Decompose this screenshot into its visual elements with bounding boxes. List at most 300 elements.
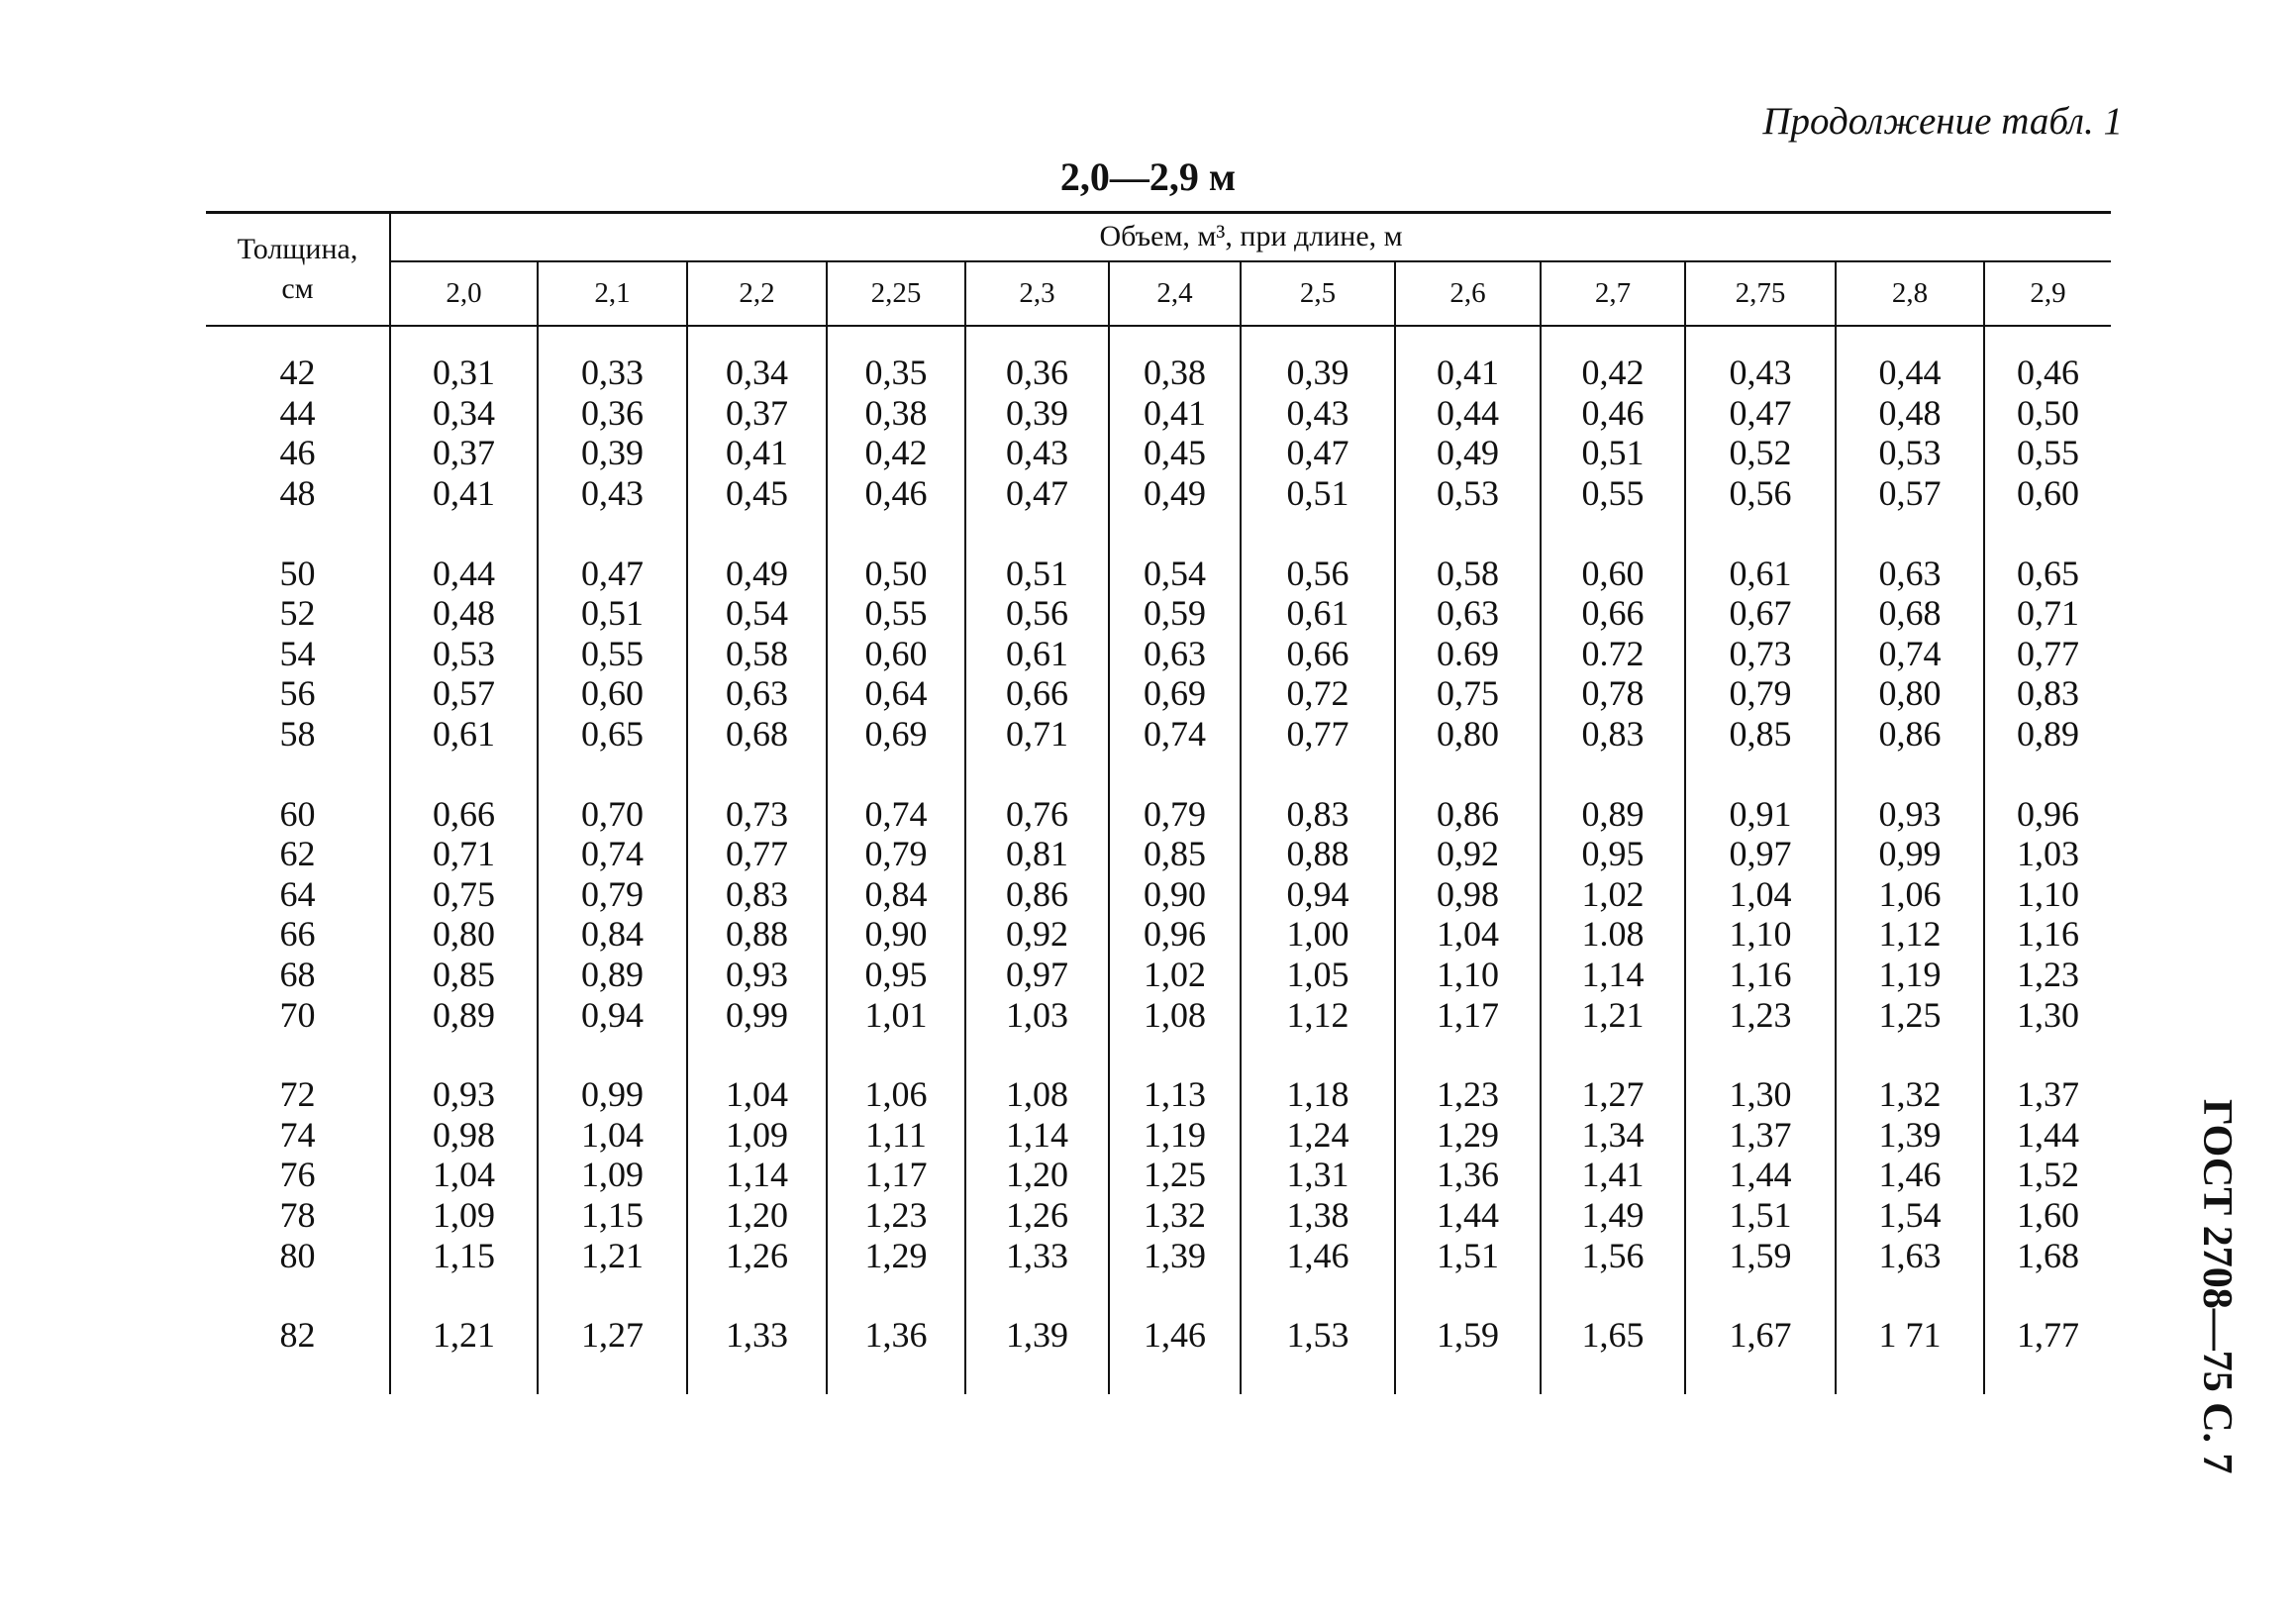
volume-cell: 0,38 bbox=[827, 393, 965, 434]
volume-cell: 0,44 bbox=[1395, 393, 1541, 434]
volume-cell: 0,94 bbox=[1241, 874, 1395, 915]
volume-cell: 1,68 bbox=[2017, 1235, 2080, 1275]
volume-cell: 1,37 bbox=[1685, 1115, 1836, 1156]
volume-cell: 0,39 bbox=[965, 393, 1109, 434]
volume-cell: 0.69 bbox=[1395, 634, 1541, 674]
volume-cell: 1,25 bbox=[1836, 994, 1984, 1035]
table-row bbox=[206, 994, 2111, 1035]
thickness-header bbox=[206, 213, 390, 327]
volume-cell: 0,64 bbox=[827, 673, 965, 714]
volume-cell: 0,60 bbox=[827, 634, 965, 674]
thickness-cell: 44 bbox=[206, 393, 390, 434]
length-header-cell: 2,1 bbox=[538, 261, 687, 326]
volume-cell: 1,15 bbox=[390, 1235, 538, 1275]
volume-cell: 0,93 bbox=[687, 955, 827, 995]
table-row bbox=[206, 1155, 2111, 1195]
volume-cell: 0,99 bbox=[538, 1035, 687, 1115]
volume-cell: 0,96 bbox=[2017, 793, 2080, 834]
thickness-cell: 46 bbox=[206, 433, 390, 473]
length-header-cell: 2,4 bbox=[1109, 261, 1241, 326]
volume-cell: 0,61 bbox=[1685, 513, 1836, 593]
volume-cell: 0,88 bbox=[687, 914, 827, 955]
volume-cell: 0,80 bbox=[1395, 714, 1541, 755]
volume-cell: 0,31 bbox=[390, 326, 538, 393]
table-row bbox=[206, 513, 2111, 593]
volume-cell: 1,44 bbox=[2017, 1114, 2080, 1155]
table-row bbox=[206, 433, 2111, 473]
table-row bbox=[206, 1195, 2111, 1236]
volume-cell: 0,46 bbox=[1541, 393, 1685, 434]
volume-cell: 1,16 bbox=[2017, 914, 2080, 955]
volume-cell: 0,69 bbox=[1109, 673, 1241, 714]
volume-cell: 0,39 bbox=[538, 433, 687, 473]
volume-cell: 0,85 bbox=[1685, 714, 1836, 755]
volume-cell: 0,79 bbox=[538, 874, 687, 915]
volume-cell: 0,63 bbox=[1109, 634, 1241, 674]
volume-cell: 0,70 bbox=[538, 754, 687, 834]
volume-cell: 0,96 bbox=[1109, 914, 1241, 955]
volume-cell: 1,08 bbox=[1109, 994, 1241, 1035]
volume-cell: 0,74 bbox=[1836, 634, 1984, 674]
volume-cell: 0,41 bbox=[390, 473, 538, 514]
volume-cell: 1,20 bbox=[965, 1155, 1109, 1195]
volume-cell: 0,37 bbox=[390, 433, 538, 473]
table-row bbox=[206, 834, 2111, 874]
volume-cell: 1,04 bbox=[390, 1155, 538, 1195]
volume-cell: 0,93 bbox=[390, 1035, 538, 1115]
volume-cell: 0,80 bbox=[390, 914, 538, 955]
volume-cell: 0,42 bbox=[1541, 326, 1685, 393]
volume-cell: 1,23 bbox=[1685, 994, 1836, 1035]
volume-cell: 0,92 bbox=[965, 914, 1109, 955]
volume-cell: 0,36 bbox=[965, 326, 1109, 393]
volume-cell: 0,95 bbox=[1541, 834, 1685, 874]
volume-cell: 0,47 bbox=[1685, 393, 1836, 434]
volume-cell: 1,52 bbox=[2017, 1155, 2080, 1195]
volume-cell: 0,83 bbox=[687, 874, 827, 915]
volume-cell: 0,66 bbox=[965, 673, 1109, 714]
volume-cell: 0,81 bbox=[965, 834, 1109, 874]
volume-cell: 0,49 bbox=[1395, 433, 1541, 473]
length-header-cell: 2,25 bbox=[827, 261, 965, 326]
volume-cell: 1,03 bbox=[2017, 834, 2080, 874]
volume-cell: 0,52 bbox=[1685, 433, 1836, 473]
volume-cell: 1,41 bbox=[1541, 1155, 1685, 1195]
thickness-cell: 80 bbox=[206, 1235, 390, 1275]
volume-cell: 0,53 bbox=[1836, 433, 1984, 473]
table-row bbox=[206, 1035, 2111, 1115]
volume-cell: 0,89 bbox=[2017, 714, 2080, 755]
table-row bbox=[206, 914, 2111, 955]
volume-cell: 1,17 bbox=[827, 1155, 965, 1195]
volume-cell: 1,39 bbox=[965, 1275, 1109, 1395]
volume-cell: 1,30 bbox=[2017, 994, 2080, 1035]
volume-cell: 1,21 bbox=[1541, 994, 1685, 1035]
volume-cell: 0,49 bbox=[1109, 473, 1241, 514]
volume-cell: 0,35 bbox=[827, 326, 965, 393]
volume-cell: 1,53 bbox=[1241, 1275, 1395, 1395]
volume-cell: 0,77 bbox=[687, 834, 827, 874]
volume-cell: 0,55 bbox=[1541, 473, 1685, 514]
volume-cell: 0,97 bbox=[1685, 834, 1836, 874]
thickness-cell: 60 bbox=[206, 754, 390, 834]
volume-cell: 1,54 bbox=[1836, 1195, 1984, 1236]
volume-cell: 1,09 bbox=[687, 1115, 827, 1156]
volume-cell: 1,02 bbox=[1541, 874, 1685, 915]
volume-cell: 1,13 bbox=[1109, 1035, 1241, 1115]
table-row bbox=[206, 1275, 2111, 1395]
length-header-cell: 2,2 bbox=[687, 261, 827, 326]
volume-cell: 0,61 bbox=[965, 634, 1109, 674]
volume-cell: 1,26 bbox=[687, 1235, 827, 1275]
volume-cell: 1,16 bbox=[1685, 955, 1836, 995]
volume-cell: 1,10 bbox=[1395, 955, 1541, 995]
volume-cell: 0,72 bbox=[1241, 673, 1395, 714]
volume-cell: 1,38 bbox=[1241, 1195, 1395, 1236]
thickness-header-line2: см bbox=[281, 272, 314, 305]
volume-cell: 0,57 bbox=[1836, 473, 1984, 514]
volume-cell: 1 71 bbox=[1836, 1275, 1984, 1395]
volume-cell: 0,53 bbox=[390, 634, 538, 674]
volume-cell: 1,00 bbox=[1241, 914, 1395, 955]
volume-table bbox=[206, 211, 2111, 1394]
length-header-cell: 2,8 bbox=[1836, 261, 1984, 326]
volume-cell: 1,20 bbox=[687, 1195, 827, 1236]
thickness-cell: 76 bbox=[206, 1155, 390, 1195]
thickness-cell: 66 bbox=[206, 914, 390, 955]
volume-cell: 0,42 bbox=[827, 433, 965, 473]
volume-cell: 0,49 bbox=[687, 513, 827, 593]
volume-cell: 0,83 bbox=[1241, 754, 1395, 834]
volume-cell: 0,45 bbox=[687, 473, 827, 514]
volume-cell: 1,32 bbox=[1836, 1035, 1984, 1115]
volume-cell: 1,26 bbox=[965, 1195, 1109, 1236]
length-header-cell: 2,9 bbox=[1984, 261, 2111, 326]
volume-cell: 1,03 bbox=[965, 994, 1109, 1035]
volume-cell: 1,39 bbox=[1836, 1115, 1984, 1156]
thickness-cell: 50 bbox=[206, 513, 390, 593]
volume-cell: 1,15 bbox=[538, 1195, 687, 1236]
table-row bbox=[206, 593, 2111, 634]
volume-cell: 0,90 bbox=[1109, 874, 1241, 915]
volume-cell: 0,55 bbox=[827, 593, 965, 634]
thickness-cell: 70 bbox=[206, 994, 390, 1035]
volume-header: Объем, м³, при длине, м bbox=[390, 213, 2111, 261]
volume-cell: 0,51 bbox=[538, 593, 687, 634]
volume-cell: 1,59 bbox=[1395, 1275, 1541, 1395]
volume-cell: 0,92 bbox=[1395, 834, 1541, 874]
table-row bbox=[206, 393, 2111, 434]
thickness-cell: 78 bbox=[206, 1195, 390, 1236]
volume-cell: 0,69 bbox=[827, 714, 965, 755]
volume-cell: 0,66 bbox=[1541, 593, 1685, 634]
volume-cell: 0,61 bbox=[1241, 593, 1395, 634]
thickness-cell: 54 bbox=[206, 634, 390, 674]
length-header-cell: 2,5 bbox=[1241, 261, 1395, 326]
volume-cell: 0,79 bbox=[827, 834, 965, 874]
volume-cell: 0,44 bbox=[390, 513, 538, 593]
volume-cell: 0,85 bbox=[390, 955, 538, 995]
volume-cell: 1,27 bbox=[1541, 1035, 1685, 1115]
volume-cell: 1,65 bbox=[1541, 1275, 1685, 1395]
volume-cell: 0,67 bbox=[1685, 593, 1836, 634]
volume-cell: 0,66 bbox=[390, 754, 538, 834]
table-row bbox=[206, 673, 2111, 714]
volume-cell: 0,55 bbox=[538, 634, 687, 674]
volume-cell: 1,77 bbox=[2017, 1315, 2080, 1356]
volume-cell: 0,50 bbox=[827, 513, 965, 593]
volume-cell: 0,58 bbox=[687, 634, 827, 674]
volume-cell: 1,05 bbox=[1241, 955, 1395, 995]
volume-cell: 0,74 bbox=[827, 754, 965, 834]
volume-cell: 0,65 bbox=[2017, 553, 2080, 593]
length-header-cell: 2,75 bbox=[1685, 261, 1836, 326]
volume-cell: 0,48 bbox=[1836, 393, 1984, 434]
volume-cell: 0,73 bbox=[687, 754, 827, 834]
volume-cell: 1,23 bbox=[1395, 1035, 1541, 1115]
volume-cell: 1,31 bbox=[1241, 1155, 1395, 1195]
volume-cell: 1,09 bbox=[538, 1155, 687, 1195]
volume-cell: 1,60 bbox=[2017, 1194, 2080, 1235]
volume-cell: 1,36 bbox=[827, 1275, 965, 1395]
volume-cell: 1,56 bbox=[1541, 1235, 1685, 1275]
thickness-cell: 52 bbox=[206, 593, 390, 634]
volume-cell: 0,51 bbox=[1241, 473, 1395, 514]
volume-cell: 0,89 bbox=[1541, 754, 1685, 834]
thickness-cell: 56 bbox=[206, 673, 390, 714]
volume-cell: 0,51 bbox=[1541, 433, 1685, 473]
volume-cell: 1,17 bbox=[1395, 994, 1541, 1035]
volume-cell: 1,08 bbox=[965, 1035, 1109, 1115]
volume-cell: 1,02 bbox=[1109, 955, 1241, 995]
volume-cell: 0,83 bbox=[1541, 714, 1685, 755]
volume-cell: 0,48 bbox=[390, 593, 538, 634]
volume-cell: 0,74 bbox=[1109, 714, 1241, 755]
volume-cell: 0,86 bbox=[1836, 714, 1984, 755]
volume-cell: 0,99 bbox=[687, 994, 827, 1035]
volume-cell: 0,47 bbox=[965, 473, 1109, 514]
volume-cell: 1,10 bbox=[2017, 873, 2080, 914]
table-row bbox=[206, 874, 2111, 915]
table-row bbox=[206, 473, 2111, 514]
volume-cell: 0,56 bbox=[965, 593, 1109, 634]
volume-cell: 0,88 bbox=[1241, 834, 1395, 874]
volume-cell: 0,60 bbox=[1541, 513, 1685, 593]
table-row bbox=[206, 754, 2111, 834]
volume-cell: 0,78 bbox=[1541, 673, 1685, 714]
volume-cell: 0,46 bbox=[2017, 353, 2080, 393]
volume-cell: 0,86 bbox=[1395, 754, 1541, 834]
volume-cell: 1,04 bbox=[538, 1115, 687, 1156]
volume-cell: 1,51 bbox=[1395, 1235, 1541, 1275]
volume-cell: 1,12 bbox=[1241, 994, 1395, 1035]
volume-cell: 1,34 bbox=[1541, 1115, 1685, 1156]
volume-cell: 0,34 bbox=[687, 326, 827, 393]
volume-cell: 1,06 bbox=[1836, 874, 1984, 915]
volume-cell: 0,94 bbox=[538, 994, 687, 1035]
volume-cell: 1,04 bbox=[1685, 874, 1836, 915]
volume-cell: 0,71 bbox=[965, 714, 1109, 755]
volume-cell: 0,86 bbox=[965, 874, 1109, 915]
table-row bbox=[206, 1115, 2111, 1156]
volume-cell: 0,93 bbox=[1836, 754, 1984, 834]
volume-cell: 0,77 bbox=[1241, 714, 1395, 755]
thickness-cell: 72 bbox=[206, 1035, 390, 1115]
volume-cell: 0,99 bbox=[1836, 834, 1984, 874]
volume-cell: 1,04 bbox=[1395, 914, 1541, 955]
length-header-cell: 2,6 bbox=[1395, 261, 1541, 326]
thickness-cell: 48 bbox=[206, 473, 390, 514]
volume-cell: 1,18 bbox=[1241, 1035, 1395, 1115]
volume-cell: 1,63 bbox=[1836, 1235, 1984, 1275]
table-body bbox=[206, 326, 2111, 1394]
volume-cell: 0,76 bbox=[965, 754, 1109, 834]
table-row bbox=[206, 1235, 2111, 1275]
volume-cell: 0,55 bbox=[2017, 433, 2080, 473]
volume-cell: 1,46 bbox=[1836, 1155, 1984, 1195]
volume-cell: 0,71 bbox=[390, 834, 538, 874]
volume-cell: 0,73 bbox=[1685, 634, 1836, 674]
volume-cell: 0,58 bbox=[1395, 513, 1541, 593]
volume-cell: 1,14 bbox=[687, 1155, 827, 1195]
volume-cell: 1,11 bbox=[827, 1115, 965, 1156]
volume-cell: 1,24 bbox=[1241, 1115, 1395, 1156]
volume-cell: 1,37 bbox=[2017, 1074, 2080, 1115]
volume-cell: 0,66 bbox=[1241, 634, 1395, 674]
volume-cell: 0,80 bbox=[1836, 673, 1984, 714]
thickness-cell: 68 bbox=[206, 955, 390, 995]
volume-cell: 0,61 bbox=[390, 714, 538, 755]
volume-cell: 0,56 bbox=[1685, 473, 1836, 514]
volume-cell: 0,84 bbox=[538, 914, 687, 955]
table-row bbox=[206, 634, 2111, 674]
volume-cell: 1,06 bbox=[827, 1035, 965, 1115]
volume-cell: 0.72 bbox=[1541, 634, 1685, 674]
volume-cell: 1,46 bbox=[1241, 1235, 1395, 1275]
volume-cell: 0,36 bbox=[538, 393, 687, 434]
volume-cell: 1,51 bbox=[1685, 1195, 1836, 1236]
volume-cell: 0,98 bbox=[390, 1115, 538, 1156]
volume-cell: 0,50 bbox=[2017, 392, 2080, 433]
volume-cell: 0,39 bbox=[1241, 326, 1395, 393]
length-header-cell: 2,7 bbox=[1541, 261, 1685, 326]
volume-cell: 0,79 bbox=[1685, 673, 1836, 714]
volume-cell: 1,29 bbox=[1395, 1115, 1541, 1156]
length-header-row bbox=[206, 261, 2111, 326]
volume-cell: 1,67 bbox=[1685, 1275, 1836, 1395]
volume-cell: 0,41 bbox=[687, 433, 827, 473]
volume-cell: 0,60 bbox=[538, 673, 687, 714]
volume-cell: 0,68 bbox=[687, 714, 827, 755]
table-row bbox=[206, 326, 2111, 393]
volume-cell: 1,27 bbox=[538, 1275, 687, 1395]
volume-cell: 0,65 bbox=[538, 714, 687, 755]
thickness-cell: 74 bbox=[206, 1115, 390, 1156]
volume-cell: 0,68 bbox=[1836, 593, 1984, 634]
thickness-cell: 58 bbox=[206, 714, 390, 755]
volume-cell: 0,54 bbox=[687, 593, 827, 634]
volume-cell: 0,57 bbox=[390, 673, 538, 714]
volume-cell: 0,41 bbox=[1109, 393, 1241, 434]
volume-cell: 1,23 bbox=[2017, 955, 2080, 995]
volume-cell: 0,98 bbox=[1395, 874, 1541, 915]
volume-cell: 1,09 bbox=[390, 1195, 538, 1236]
volume-cell: 0,47 bbox=[538, 513, 687, 593]
volume-cell: 0,34 bbox=[390, 393, 538, 434]
table-continuation-note: Продолжение табл. 1 bbox=[1762, 100, 2123, 143]
thickness-cell: 82 bbox=[206, 1275, 390, 1395]
volume-cell: 1,36 bbox=[1395, 1155, 1541, 1195]
volume-cell: 0,56 bbox=[1241, 513, 1395, 593]
volume-cell: 0,89 bbox=[390, 994, 538, 1035]
volume-cell: 0,43 bbox=[538, 473, 687, 514]
volume-cell: 1,32 bbox=[1109, 1195, 1241, 1236]
volume-cell: 1,33 bbox=[965, 1235, 1109, 1275]
volume-cell: 0,95 bbox=[827, 955, 965, 995]
volume-cell: 0,84 bbox=[827, 874, 965, 915]
length-header-cell: 2,3 bbox=[965, 261, 1109, 326]
volume-cell: 0,59 bbox=[1109, 593, 1241, 634]
volume-cell: 1,33 bbox=[687, 1275, 827, 1395]
volume-cell: 1,21 bbox=[390, 1275, 538, 1395]
volume-cell: 1,10 bbox=[1685, 914, 1836, 955]
volume-cell: 1,44 bbox=[1395, 1195, 1541, 1236]
volume-cell: 0,43 bbox=[1241, 393, 1395, 434]
volume-cell: 1,12 bbox=[1836, 914, 1984, 955]
volume-cell: 1,23 bbox=[827, 1195, 965, 1236]
volume-cell: 0,63 bbox=[1836, 513, 1984, 593]
volume-cell: 1,04 bbox=[687, 1035, 827, 1115]
volume-cell: 1,01 bbox=[827, 994, 965, 1035]
volume-cell: 0,46 bbox=[827, 473, 965, 514]
volume-cell: 0,38 bbox=[1109, 326, 1241, 393]
volume-cell: 0,74 bbox=[538, 834, 687, 874]
table-row bbox=[206, 714, 2111, 755]
volume-cell: 0,43 bbox=[1685, 326, 1836, 393]
volume-cell: 0,43 bbox=[965, 433, 1109, 473]
thickness-cell: 62 bbox=[206, 834, 390, 874]
volume-cell: 1,14 bbox=[1541, 955, 1685, 995]
length-header-cell: 2,0 bbox=[390, 261, 538, 326]
volume-cell: 1,19 bbox=[1109, 1115, 1241, 1156]
volume-cell: 0,75 bbox=[1395, 673, 1541, 714]
volume-cell: 1,46 bbox=[1109, 1275, 1241, 1395]
volume-cell: 0,77 bbox=[2017, 633, 2080, 673]
volume-cell: 0,33 bbox=[538, 326, 687, 393]
volume-cell: 1,44 bbox=[1685, 1155, 1836, 1195]
volume-cell: 0,97 bbox=[965, 955, 1109, 995]
volume-cell: 1.08 bbox=[1541, 914, 1685, 955]
volume-cell: 1,25 bbox=[1109, 1155, 1241, 1195]
thickness-header-line1: Толщина, bbox=[237, 233, 358, 265]
volume-cell: 0,37 bbox=[687, 393, 827, 434]
volume-cell: 1,19 bbox=[1836, 955, 1984, 995]
volume-cell: 0,75 bbox=[390, 874, 538, 915]
volume-cell: 1,39 bbox=[1109, 1235, 1241, 1275]
volume-cell: 0,63 bbox=[1395, 593, 1541, 634]
gost-page-code: ГОСТ 2708—75 С. 7 bbox=[2194, 1099, 2240, 1474]
volume-cell: 0,44 bbox=[1836, 326, 1984, 393]
volume-cell: 0,91 bbox=[1685, 754, 1836, 834]
volume-cell: 0,79 bbox=[1109, 754, 1241, 834]
volume-cell: 0,45 bbox=[1109, 433, 1241, 473]
volume-cell: 0,60 bbox=[2017, 473, 2080, 514]
volume-cell: 1,21 bbox=[538, 1235, 687, 1275]
thickness-cell: 42 bbox=[206, 326, 390, 393]
volume-cell: 1,59 bbox=[1685, 1235, 1836, 1275]
volume-cell: 0,85 bbox=[1109, 834, 1241, 874]
volume-cell: 0,53 bbox=[1395, 473, 1541, 514]
